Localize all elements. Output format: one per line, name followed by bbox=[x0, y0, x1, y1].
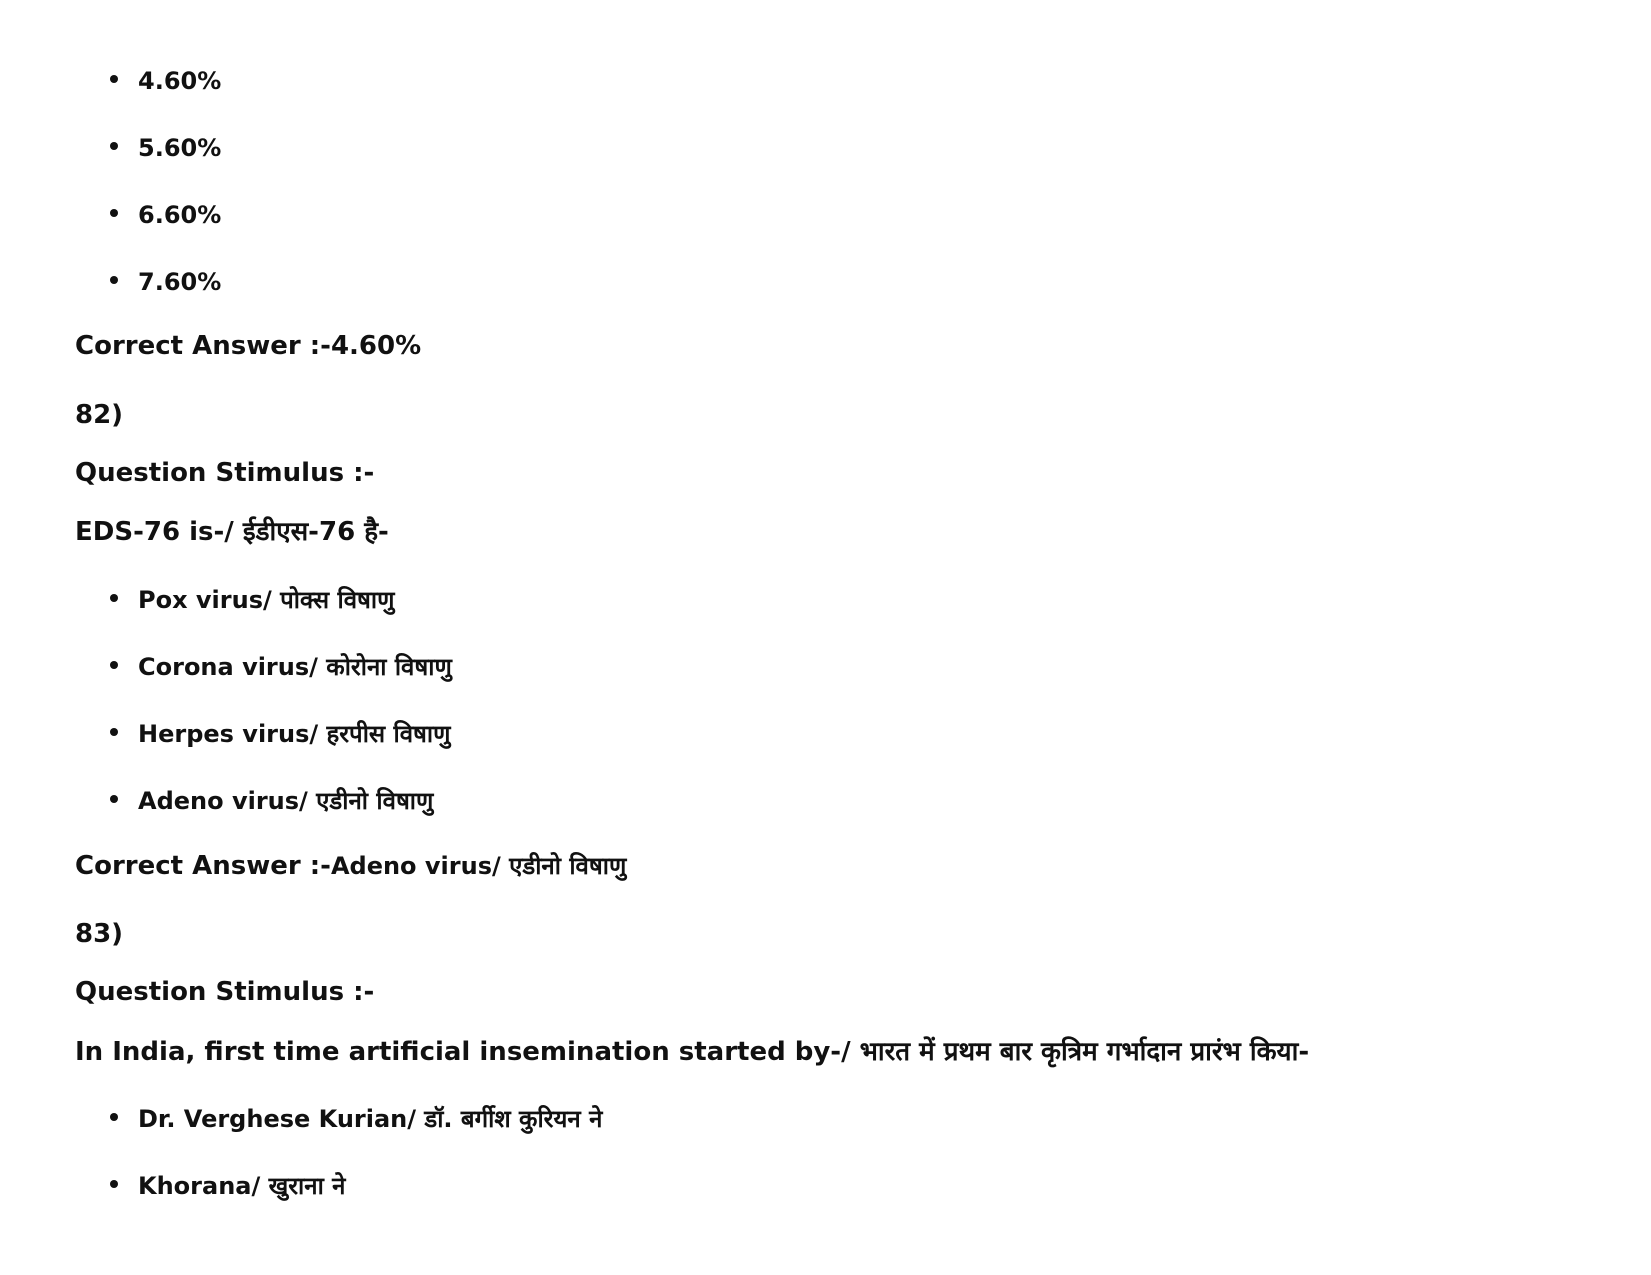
correct-answer bbox=[75, 850, 626, 882]
option-text: Pox virus/ पोक्स विषाणु bbox=[138, 586, 395, 614]
option-item bbox=[110, 585, 394, 615]
option-text: 6.60% bbox=[138, 201, 222, 229]
option-item bbox=[110, 1171, 345, 1201]
option-text: 7.60% bbox=[138, 268, 222, 296]
option-text: Dr. Verghese Kurian/ डॉ. बर्गीश कुरियन ने bbox=[138, 1105, 603, 1133]
option-item bbox=[110, 652, 452, 682]
option-text: 5.60% bbox=[138, 134, 222, 162]
option-text: 4.60% bbox=[138, 67, 222, 95]
question-number: 83) bbox=[75, 919, 124, 949]
option-item bbox=[110, 66, 221, 96]
question-text: EDS-76 is-/ ईडीएस-76 है- bbox=[75, 517, 389, 547]
bullet-icon bbox=[110, 728, 118, 736]
option-item bbox=[110, 267, 221, 297]
bullet-icon bbox=[110, 142, 118, 150]
bullet-icon bbox=[110, 594, 118, 602]
option-text: Herpes virus/ हरपीस विषाणु bbox=[138, 720, 451, 748]
correct-answer-label: Correct Answer :- bbox=[75, 331, 331, 361]
question-text: In India, first time artificial insemination started by-/ भारत में प्रथम बार कृत्रिम गर्भादान प्रारंभ किया- bbox=[75, 1037, 1310, 1067]
correct-answer bbox=[75, 330, 421, 362]
option-item bbox=[110, 719, 450, 749]
correct-answer-value: 4.60% bbox=[330, 331, 422, 361]
option-text: Corona virus/ कोरोना विषाणु bbox=[138, 653, 452, 681]
question-number: 82) bbox=[75, 400, 124, 430]
option-item bbox=[110, 133, 221, 163]
bullet-icon bbox=[110, 1180, 118, 1188]
option-item bbox=[110, 200, 221, 230]
question-stimulus-label: Question Stimulus :- bbox=[75, 458, 375, 488]
option-text: Khorana/ खुराना ने bbox=[138, 1172, 346, 1200]
question-stimulus-label: Question Stimulus :- bbox=[75, 977, 375, 1007]
bullet-icon bbox=[110, 661, 118, 669]
bullet-icon bbox=[110, 209, 118, 217]
bullet-icon bbox=[110, 276, 118, 284]
option-item bbox=[110, 1104, 602, 1134]
bullet-icon bbox=[110, 1113, 118, 1121]
option-text: Adeno virus/ एडीनो विषाणु bbox=[138, 787, 434, 815]
correct-answer-value: Adeno virus/ एडीनो विषाणु bbox=[330, 852, 627, 880]
bullet-icon bbox=[110, 795, 118, 803]
correct-answer-label: Correct Answer :- bbox=[75, 851, 331, 881]
option-item bbox=[110, 786, 433, 816]
bullet-icon bbox=[110, 75, 118, 83]
